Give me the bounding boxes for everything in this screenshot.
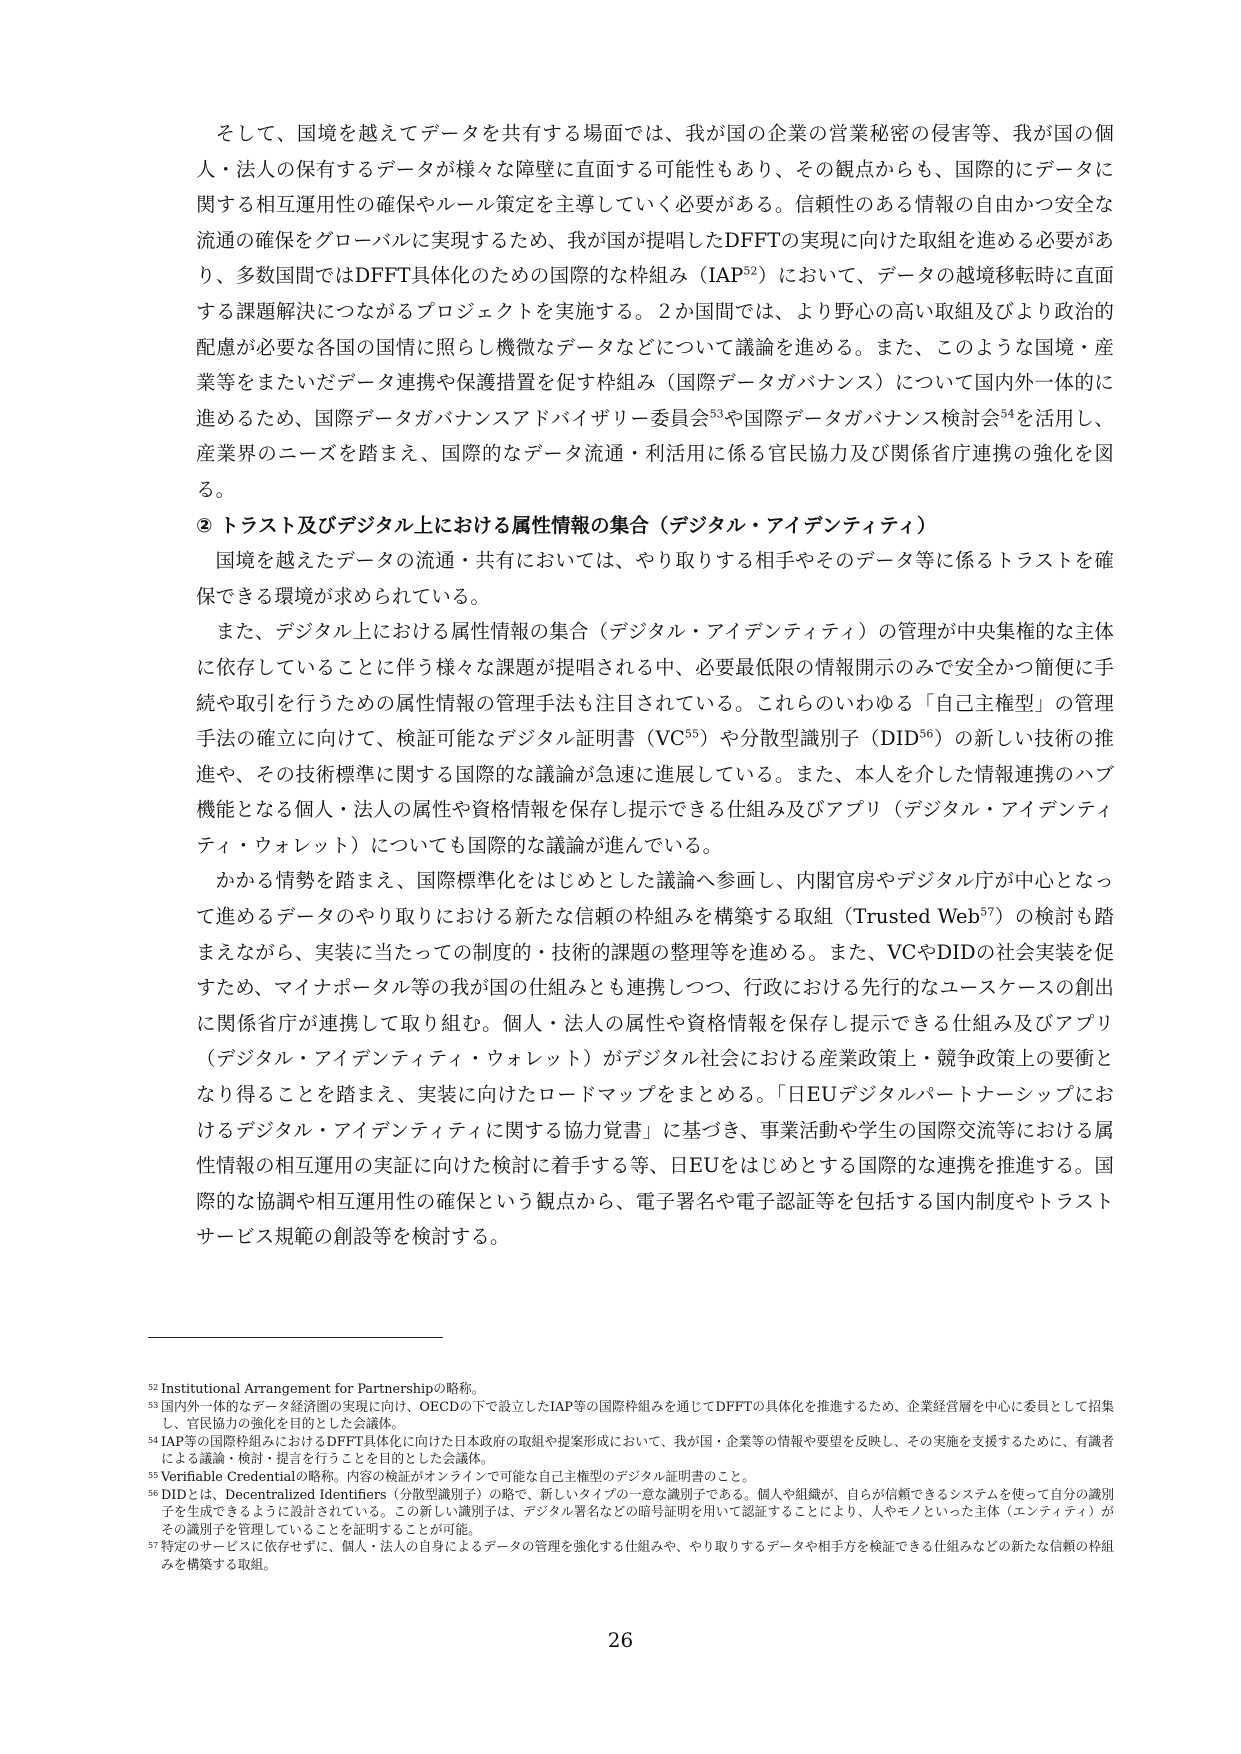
footnote-number: 53 bbox=[148, 1400, 159, 1410]
footnote-number: 57 bbox=[148, 1541, 159, 1551]
main-body bbox=[196, 116, 1114, 1255]
footnote-ref-55[interactable]: 55 bbox=[684, 727, 700, 741]
footnote-text: 国内外一体的なデータ経済圏の実現に向け、OECDの下で設立したIAP等の国際枠組みを通じてDFFTの具体化を推進するため、企業経営層を中心に委員として招集し、官民協力の強化を目的とした会議体。 bbox=[161, 1399, 1114, 1433]
footnote-text: DIDとは、Decentralized Identifiers（分散型識別子）の略で、新しいタイプの一意な識別子である。個人や組織が、自らが信頼できるシステムを使って自分の識別子を生成できるように設計されている。この新しい識別子は、デジタル署名などの暗号証明を用いて認証することにより、人やモノといった主体（エンティティ）がその識別子を管理していることを証明することが可能。 bbox=[161, 1487, 1114, 1538]
footnote-ref-54[interactable]: 54 bbox=[1000, 407, 1015, 421]
footnote-ref-53[interactable]: 53 bbox=[709, 407, 724, 421]
footnote-text: IAP等の国際枠組みにおけるDFFT具体化に向けた日本政府の取組や提案形成において、我が国・企業等の情報や要望を反映し、その実施を支援するために、有識者による議論・検討・提言を行うことを目的とした会議体。 bbox=[161, 1434, 1114, 1468]
footnote-57 bbox=[148, 1539, 1114, 1574]
footnote-53 bbox=[148, 1399, 1114, 1434]
footnote-56 bbox=[148, 1487, 1114, 1540]
paragraph-trusted-web: かかる情勢を踏まえ、国際標準化をはじめとした議論へ参画し、内閣官房やデジタル庁が中心となって進めるデータのやり取りにおける新たな信頼の枠組みを構築する取組（Trusted Web$^{57}$）の検討も踏まえながら、実装に当たっての制度的・技術的課題の整理等を進める。また、VCやDIDの社会実装を促すため、マイナポータル等の我が国の仕組みとも連携しつつ、行政における先行的なユースケースの創出に関係省庁が連携して取り組む。個人・法人の属性や資格情報を保存し提示できる仕組み及びアプリ（デジタル・アイデンティティ・ウォレット）がデジタル社会における産業政策上・競争政策上の要衝となり得ることを踏まえ、実装に向けたロードマップをまとめる。「日EUデジタルパートナーシップにおけるデジタル・アイデンティティに関する協力覚書」に基づき、事業活動や学生の国際交流等における属性情報の相互運用の実証に向けた検討に着手する等、日EUをはじめとする国際的な連携を推進する。国際的な協調や相互運用性の確保という観点から、電子署名や電子認証等を包括する国内制度やトラストサービス規範の創設等を検討する。 bbox=[196, 869, 1114, 1249]
footnote-54 bbox=[148, 1434, 1114, 1469]
paragraph-digital-identity: また、デジタル上における属性情報の集合（デジタル・アイデンティティ）の管理が中央集権的な主体に依存していることに伴う様々な課題が提唱される中、必要最低限の情報開示のみで安全かつ簡便に手続や取引を行うための属性情報の管理手法も注目されている。これらのいわゆる「自己主権型」の管理手法の確立に向けて、検証可能なデジタル証明書（VC$^{55}$）や分散型識別子（DID$^{56}$）の新しい技術の推進や、その技術標準に関する国際的な議論が急速に進展している。また、本人を介した情報連携のハブ機能となる個人・法人の属性や資格情報を保存し提示できる仕組み及びアプリ（デジタル・アイデンティティ・ウォレット）についても国際的な議論が進んでいる。 bbox=[196, 620, 1115, 857]
footnote-ref-56[interactable]: 56 bbox=[919, 727, 934, 741]
footnote-number: 54 bbox=[148, 1435, 159, 1445]
footnote-52 bbox=[148, 1381, 1114, 1399]
footnote-number: 52 bbox=[148, 1383, 159, 1392]
footnote-number: 56 bbox=[148, 1488, 159, 1498]
footnote-55 bbox=[148, 1469, 1114, 1487]
paragraph-cross-border-data: そして、国境を越えてデータを共有する場面では、我が国の企業の営業秘密の侵害等、我が国の個人・法人の保有するデータが様々な障壁に直面する可能性もあり、その観点からも、国際的にデータに関する相互運用性の確保やルール策定を主導していく必要がある。信頼性のある情報の自由かつ安全な流通の確保をグローバルに実現するため、我が国が提唱したDFFTの実現に向けた取組を進める必要があり、多数国間ではDFFT具体化のための国際的な枠組み（IAP$^{52}$）において、データの越境移転時に直面する課題解決につながるプロジェクトを実施する。２か国間では、より野心の高い取組及びより政治的配慮が必要な各国の国情に照らし機微なデータなどについて議論を進める。また、このような国境・産業等をまたいだデータ連携や保護措置を促す枠組み（国際データガバナンス）について国内外一体的に進めるため、国際データガバナンスアドバイザリー委員会$^{53}$や国際データガバナンス検討会$^{54}$を活用し、産業界のニーズを踏まえ、国際的なデータ流通・利活用に係る官民協力及び関係省庁連携の強化を図る。 bbox=[196, 122, 1114, 501]
page-number: 26 bbox=[607, 1628, 634, 1652]
footnote-number: 55 bbox=[148, 1470, 159, 1480]
footnote-separator bbox=[148, 1337, 443, 1338]
paragraph-trust-environment: 国境を越えたデータの流通・共有においては、やり取りする相手やそのデータ等に係るトラストを確保できる環境が求められている。 bbox=[196, 549, 1114, 608]
footnotes bbox=[148, 1381, 1114, 1575]
footnote-text: Institutional Arrangement for Partnershipの略称。 bbox=[161, 1382, 485, 1397]
section-heading: ② トラスト及びデジタル上における属性情報の集合（デジタル・アイデンティティ） bbox=[196, 513, 937, 537]
footnote-text: Verifiable Credentialの略称。内容の検証がオンラインで可能な自己主権型のデジタル証明書のこと。 bbox=[161, 1469, 755, 1485]
footnote-text: 特定のサービスに依存せずに、個人・法人の自身によるデータの管理を強化する仕組みや、やり取りするデータや相手方を検証できる仕組みなどの新たな信頼の枠組みを構築する取組。 bbox=[161, 1540, 1114, 1573]
footnote-ref-57[interactable]: 57 bbox=[980, 905, 995, 919]
footnote-ref-52[interactable]: 52 bbox=[743, 264, 758, 278]
